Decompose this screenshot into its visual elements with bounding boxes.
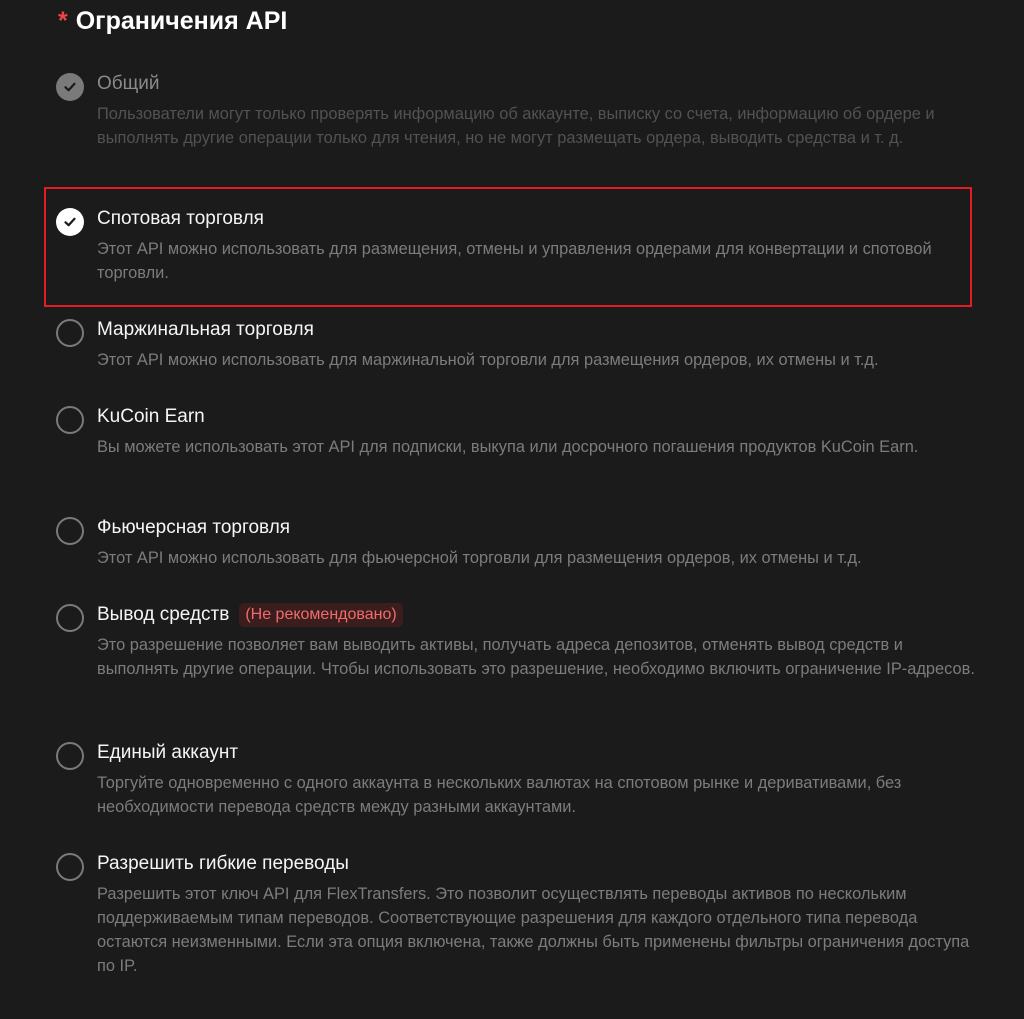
checkbox-unified-account[interactable] [56,742,84,770]
option-futures-trading[interactable] [56,515,981,570]
option-kucoin-earn[interactable] [56,404,981,459]
not-recommended-badge: (Не рекомендовано) [239,603,402,627]
checkbox-futures-trading[interactable] [56,517,84,545]
option-title: Маржинальная торговля [97,319,314,340]
option-description: Вы можете использовать этот API для подписки, выкупа или досрочного погашения продуктов KuCoin Earn. [97,438,919,456]
option-description: Пользователи могут только проверять информацию об аккаунте, выписку со счета, информацию об ордере и выполнять другие операции только для чтения, но не могут размещать ордера, выводить средства и т. д. [97,105,935,147]
section-title-text: Ограничения API [75,7,288,35]
checkbox-withdrawal[interactable] [56,604,84,632]
option-general [56,71,981,150]
option-margin-trading[interactable] [56,317,981,372]
option-withdrawal[interactable] [56,602,981,681]
check-icon [63,80,77,94]
option-description: Разрешить этот ключ API для FlexTransfers. Это позволит осуществлять переводы активов по нескольким поддерживаемым типам переводов. Соответствующие разрешения для каждого отдельного типа перевода остаются неизменными. Если эта опция включена, также должны быть применены фильтры ограничения доступа по IP. [97,885,970,975]
checkbox-kucoin-earn[interactable] [56,406,84,434]
required-mark: * [58,7,68,35]
checkbox-margin-trading[interactable] [56,319,84,347]
option-description: Этот API можно использовать для фьючерсной торговли для размещения ордеров, их отмены и т.д. [97,549,862,567]
option-description: Этот API можно использовать для размещения, отмены и управления ордерами для конвертации и спотовой торговли. [97,240,932,282]
option-unified-account[interactable] [56,740,981,819]
option-title: Спотовая торговля [97,208,264,229]
checkbox-flex-transfers[interactable] [56,853,84,881]
option-title: Разрешить гибкие переводы [97,853,349,874]
option-description: Это разрешение позволяет вам выводить активы, получать адреса депозитов, отменять вывод средств и выполнять другие операции. Чтобы использовать это разрешение, необходимо включить ограничение IP-адресов. [97,636,975,678]
option-title: Вывод средств [97,604,230,625]
option-title: Общий [97,73,160,94]
checkbox-general [56,73,84,101]
option-title-row [97,602,981,628]
option-description: Этот API можно использовать для маржинальной торговли для размещения ордеров, их отмены и т.д. [97,351,879,369]
option-title: KuCoin Earn [97,406,205,427]
option-flex-transfers[interactable] [56,851,981,978]
option-title: Фьючерсная торговля [97,517,291,538]
option-title: Единый аккаунт [97,742,239,763]
option-description: Торгуйте одновременно с одного аккаунта в нескольких валютах на спотовом рынке и деривативами, без необходимости перевода средств между разными аккаунтами. [97,774,902,816]
highlight-box [44,187,972,307]
section-title [58,4,287,38]
